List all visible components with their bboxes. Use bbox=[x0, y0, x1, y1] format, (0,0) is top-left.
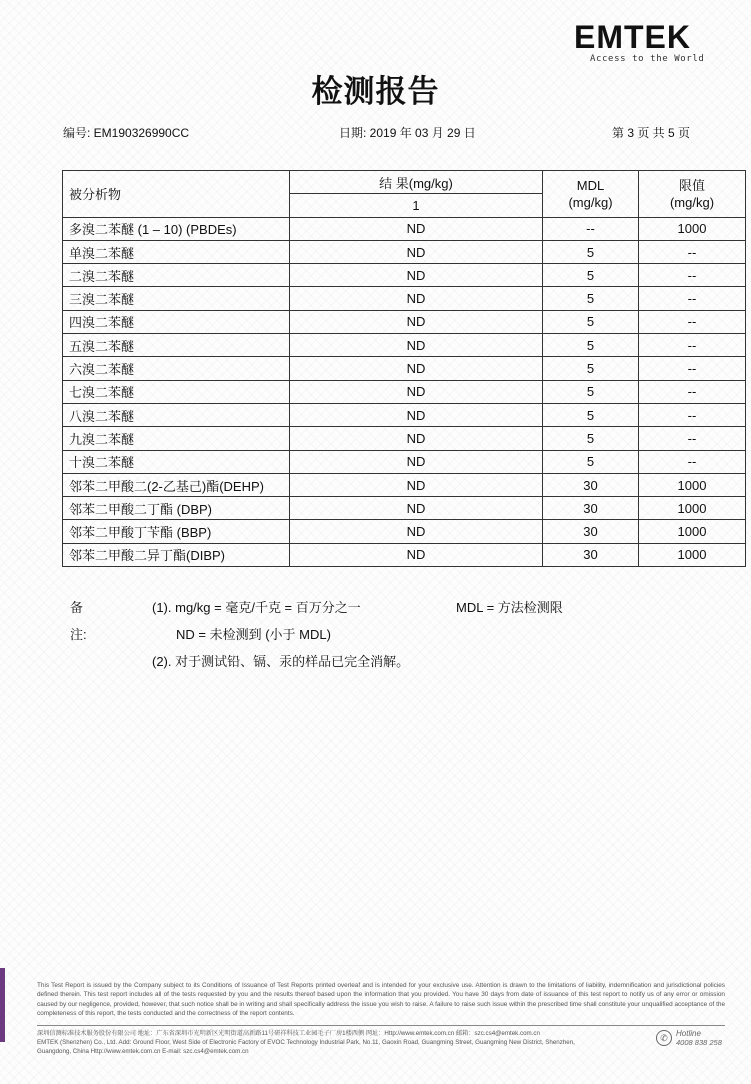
table-row bbox=[63, 497, 746, 520]
analyte-cell: 二溴二苯醚 bbox=[63, 264, 290, 287]
limit-cell: -- bbox=[639, 287, 746, 310]
table-row bbox=[63, 520, 746, 543]
logo-wordmark: EMTEK bbox=[574, 19, 691, 55]
disclaimer-text: This Test Report is issued by the Company subject to its Conditions of Issuance of Test Reports printed overleaf and is intended for your exclusive use. Attention is drawn to the limitations of liability, indemnification and jurisdictional policies defined therein. This test report includes all of the tests requested by you and the results thereof based upon the information that you provided. You have 30 days from date of issuance of this test report to notify us of any error or omission caused by our negligence, provided, however, that such notice shall be in writing and shall specifically address the issue you wish to raise. A failure to raise such issue within the prescribed time shall constitute your unqualified acceptance of the completeness of this report, the tests conducted and the correctness of the report contents. bbox=[37, 982, 725, 1018]
table-row bbox=[63, 240, 746, 263]
result-cell: ND bbox=[290, 240, 543, 263]
result-cell: ND bbox=[290, 473, 543, 496]
limit-cell: -- bbox=[639, 264, 746, 287]
header-result-sample: 1 bbox=[290, 194, 543, 217]
report-number: 编号: EM190326990CC bbox=[63, 126, 190, 140]
header-result: 结 果(mg/kg) bbox=[290, 171, 543, 194]
table-row bbox=[63, 450, 746, 473]
result-cell: ND bbox=[290, 357, 543, 380]
table-row bbox=[63, 427, 746, 450]
analyte-cell: 邻苯二甲酸丁苄酯 (BBP) bbox=[63, 520, 290, 543]
result-cell: ND bbox=[290, 450, 543, 473]
result-cell: ND bbox=[290, 543, 543, 566]
limit-cell: -- bbox=[639, 357, 746, 380]
mdl-cell: 5 bbox=[543, 310, 639, 333]
table-row bbox=[63, 217, 746, 240]
analyte-cell: 八溴二苯醚 bbox=[63, 403, 290, 426]
result-cell: ND bbox=[290, 520, 543, 543]
footer-divider bbox=[37, 1025, 725, 1026]
phone-icon: ✆ bbox=[656, 1030, 672, 1046]
analyte-cell: 四溴二苯醚 bbox=[63, 310, 290, 333]
results-table bbox=[62, 170, 746, 567]
footer-line-cn: 深圳信测标准技术服务股份有限公司 地址：广东省深圳市光明新区光明街道高新路11号研祥科技工业园毛子厂房1楼西侧 网址：Http://www.emtek.com.cn 邮箱：szc.cs4@emtek.com.cn bbox=[37, 1030, 540, 1037]
note-unit-definition: (1). mg/kg = 毫克/千克 = 百万分之一 bbox=[152, 600, 361, 615]
hotline-label: Hotline bbox=[676, 1029, 701, 1038]
mdl-cell: 5 bbox=[543, 403, 639, 426]
analyte-cell: 十溴二苯醚 bbox=[63, 450, 290, 473]
table-row bbox=[63, 380, 746, 403]
limit-cell: 1000 bbox=[639, 473, 746, 496]
limit-cell: 1000 bbox=[639, 543, 746, 566]
limit-cell: -- bbox=[639, 310, 746, 333]
mdl-cell: 5 bbox=[543, 264, 639, 287]
emtek-logo bbox=[574, 20, 724, 64]
limit-cell: -- bbox=[639, 334, 746, 357]
footer-line-en: EMTEK (Shenzhen) Co., Ltd. Add: Ground Floor, West Side of Electronic Factory of EVOC Technology Industrial Park, No.11, Gaoxin Road, Guangming Street, Guangming New District, Shenzhen, bbox=[37, 1039, 575, 1046]
footer-contact bbox=[37, 1029, 647, 1056]
limit-cell: -- bbox=[639, 240, 746, 263]
page-title: 检测报告 bbox=[311, 74, 440, 110]
notes-label: 备注: bbox=[70, 600, 87, 642]
result-cell: ND bbox=[290, 403, 543, 426]
mdl-cell: 30 bbox=[543, 543, 639, 566]
analyte-cell: 五溴二苯醚 bbox=[63, 334, 290, 357]
analyte-cell: 邻苯二甲酸二(2-乙基己)酯(DEHP) bbox=[63, 473, 290, 496]
analyte-cell: 七溴二苯醚 bbox=[63, 380, 290, 403]
header-mdl-label: MDL bbox=[576, 177, 605, 193]
mdl-cell: 5 bbox=[543, 357, 639, 380]
hotline-block bbox=[656, 1029, 731, 1051]
note-mdl-definition: MDL = 方法检测限 bbox=[456, 600, 563, 615]
mdl-cell: 5 bbox=[543, 287, 639, 310]
table-row bbox=[63, 543, 746, 566]
result-cell: ND bbox=[290, 287, 543, 310]
mdl-cell: 30 bbox=[543, 497, 639, 520]
mdl-cell: 5 bbox=[543, 240, 639, 263]
footer-line-web: Guangdong, China Http://www.emtek.com.cn E-mail: szc.cs4@emtek.com.cn bbox=[37, 1048, 249, 1055]
mdl-cell: -- bbox=[543, 217, 639, 240]
limit-cell: 1000 bbox=[639, 217, 746, 240]
mdl-cell: 5 bbox=[543, 427, 639, 450]
header-limit-label: 限值 bbox=[678, 177, 705, 193]
limit-cell: -- bbox=[639, 427, 746, 450]
header-mdl-unit: (mg/kg) bbox=[568, 194, 613, 210]
limit-cell: -- bbox=[639, 380, 746, 403]
table-row bbox=[63, 473, 746, 496]
result-cell: ND bbox=[290, 334, 543, 357]
analyte-cell: 邻苯二甲酸二异丁酯(DIBP) bbox=[63, 543, 290, 566]
analyte-cell: 单溴二苯醚 bbox=[63, 240, 290, 263]
header-limit-unit: (mg/kg) bbox=[669, 194, 715, 210]
mdl-cell: 5 bbox=[543, 450, 639, 473]
result-cell: ND bbox=[290, 217, 543, 240]
table-body bbox=[63, 217, 746, 566]
limit-cell: 1000 bbox=[639, 520, 746, 543]
page-indicator: 第 3 页 共 5 页 bbox=[612, 126, 691, 140]
result-cell: ND bbox=[290, 380, 543, 403]
limit-cell: 1000 bbox=[639, 497, 746, 520]
limit-cell: -- bbox=[639, 403, 746, 426]
header-mdl bbox=[543, 171, 639, 218]
mdl-cell: 30 bbox=[543, 520, 639, 543]
analyte-cell: 邻苯二甲酸二丁酯 (DBP) bbox=[63, 497, 290, 520]
logo-tagline: Access to the World bbox=[590, 54, 705, 64]
analyte-cell: 多溴二苯醚 (1 – 10) (PBDEs) bbox=[63, 217, 290, 240]
mdl-cell: 5 bbox=[543, 380, 639, 403]
hotline-number: 4008 838 258 bbox=[676, 1038, 722, 1047]
result-cell: ND bbox=[290, 427, 543, 450]
header-analyte: 被分析物 bbox=[63, 171, 290, 218]
mdl-cell: 5 bbox=[543, 334, 639, 357]
table-header-row bbox=[63, 171, 746, 194]
table-row bbox=[63, 310, 746, 333]
result-cell: ND bbox=[290, 497, 543, 520]
header-limit bbox=[639, 171, 746, 218]
note-digestion: (2). 对于测试铅、镉、汞的样品已完全消解。 bbox=[152, 654, 410, 669]
table-row bbox=[63, 334, 746, 357]
table-row bbox=[63, 287, 746, 310]
result-cell: ND bbox=[290, 264, 543, 287]
limit-cell: -- bbox=[639, 450, 746, 473]
table-row bbox=[63, 264, 746, 287]
side-accent-bar bbox=[0, 968, 5, 1042]
analyte-cell: 六溴二苯醚 bbox=[63, 357, 290, 380]
table-row bbox=[63, 403, 746, 426]
table-row bbox=[63, 357, 746, 380]
report-date: 日期: 2019 年 03 月 29 日 bbox=[339, 126, 476, 140]
mdl-cell: 30 bbox=[543, 473, 639, 496]
result-cell: ND bbox=[290, 310, 543, 333]
analyte-cell: 三溴二苯醚 bbox=[63, 287, 290, 310]
analyte-cell: 九溴二苯醚 bbox=[63, 427, 290, 450]
note-nd-definition: ND = 未检测到 (小于 MDL) bbox=[176, 627, 331, 642]
